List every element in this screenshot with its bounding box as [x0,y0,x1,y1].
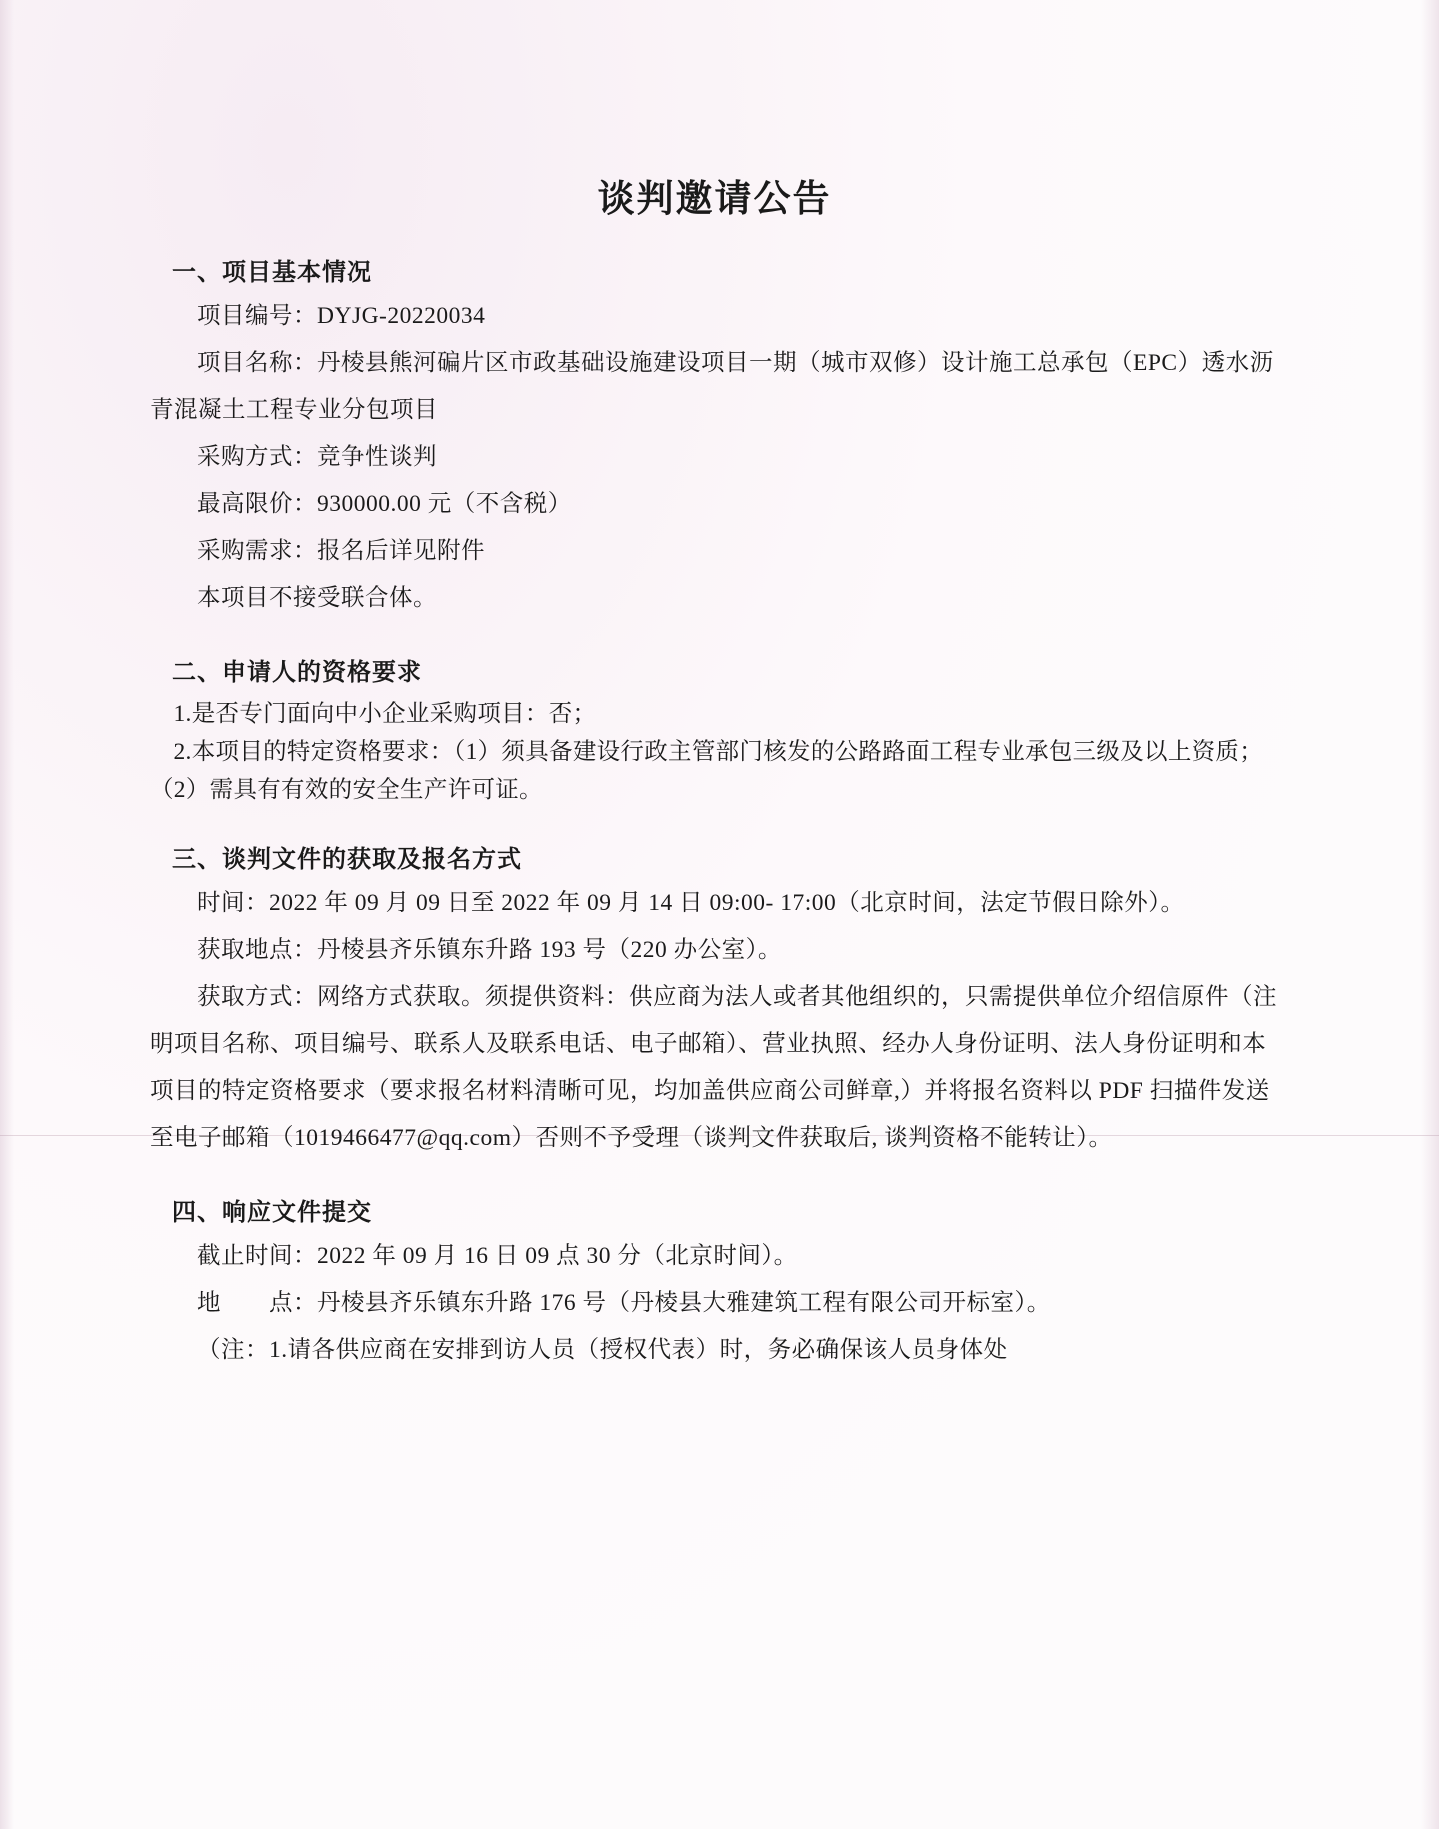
paragraph-project-number: 项目编号：DYJG-20220034 [197,303,486,329]
section-heading-applicant-qualifications: 二、申请人的资格要求 [172,659,422,686]
paragraph-acquisition-method: 获取方式：网络方式获取。须提供资料：供应商为法人或者其他组织的，只需提供单位介绍信原件（注明项目名称、项目编号、联系人及联系电话、电子邮箱）、营业执照、经办人身份证明、法人身份证明和本项目的特定资格要求（要求报名材料清晰可见，均加盖供应商公司鲜章,）并将报名资料以 PDF 扫描件发送至电子邮箱（1019466477@qq.com）否则不予受理（谈判文件获取后, 谈判资格不能转让）。 [150,984,1277,1151]
paragraph-submission-deadline: 截止时间：2022 年 09 月 16 日 09 点 30 分（北京时间）。 [197,1243,798,1269]
paragraph-specific-qualification: 2.本项目的特定资格要求：（1）须具备建设行政主管部门核发的公路路面工程专业承包三级及以上资质；（2）需具有有效的安全生产许可证。 [150,739,1264,803]
paragraph-procurement-requirement: 采购需求：报名后详见附件 [197,538,485,564]
paragraph-sme-oriented: 1.是否专门面向中小企业采购项目：否； [173,701,597,727]
paragraph-procurement-method: 采购方式：竞争性谈判 [197,444,437,470]
section-heading-project-basic-info: 一、项目基本情况 [172,259,372,286]
paragraph-acquisition-location: 获取地点：丹棱县齐乐镇东升路 193 号（220 办公室）。 [197,937,782,963]
section-heading-document-acquisition: 三、谈判文件的获取及报名方式 [172,846,522,873]
section-heading-response-submission: 四、响应文件提交 [172,1199,372,1226]
paragraph-submission-location: 地 点：丹棱县齐乐镇东升路 176 号（丹棱县大雅建筑工程有限公司开标室）。 [197,1290,1051,1316]
paragraph-price-cap: 最高限价：930000.00 元（不含税） [197,491,572,517]
paragraph-note-truncated: （注：1.请各供应商在安排到访人员（授权代表）时，务必确保该人员身体处 [197,1337,1008,1363]
paragraph-project-name: 项目名称：丹棱县熊河碥片区市政基础设施建设项目一期（城市双修）设计施工总承包（EPC）透水沥青混凝土工程专业分包项目 [150,350,1274,423]
paragraph-acquisition-time: 时间：2022 年 09 月 09 日至 2022 年 09 月 14 日 09:00- 17:00（北京时间，法定节假日除外）。 [197,890,1185,916]
paragraph-no-consortium: 本项目不接受联合体。 [197,585,437,611]
page-title: 谈判邀请公告 [597,178,832,219]
